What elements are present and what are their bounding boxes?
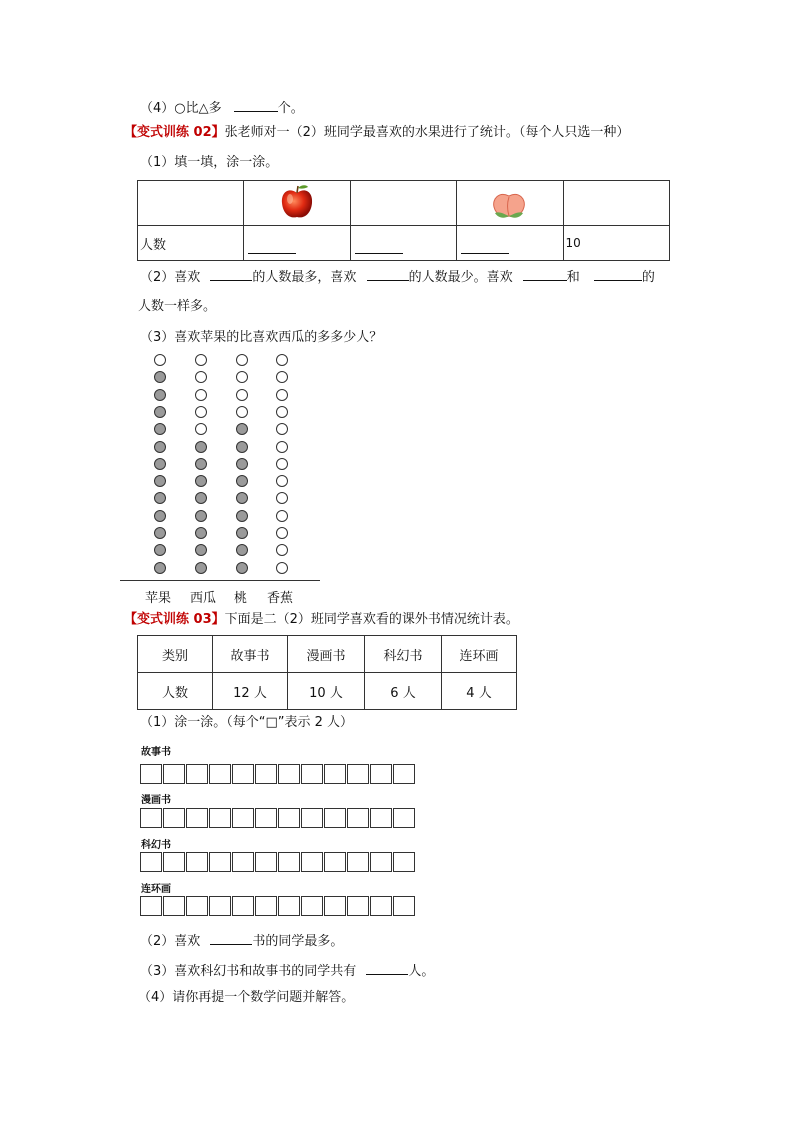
fill-box[interactable] [186, 808, 208, 828]
fill-box[interactable] [393, 896, 415, 916]
fill-box[interactable] [301, 808, 323, 828]
count-picturebook: 4 人 [442, 673, 517, 710]
fill-box[interactable] [301, 764, 323, 784]
fill-box[interactable] [393, 852, 415, 872]
count-comic: 10 人 [288, 673, 365, 710]
fill-box[interactable] [163, 808, 185, 828]
apple-icon [279, 183, 315, 221]
answer-blank-apple[interactable] [248, 241, 296, 254]
answer-blank[interactable] [210, 932, 252, 945]
fill-box[interactable] [347, 808, 369, 828]
fill-box[interactable] [186, 764, 208, 784]
apple-cell [244, 181, 350, 226]
answer-blank-peach[interactable] [461, 241, 509, 254]
header-category: 类别 [138, 636, 213, 673]
circle-apple[interactable] [154, 458, 166, 470]
ex02-q2-line2: 人数一样多。 [138, 299, 217, 314]
book-label-comic: 漫画书 [141, 795, 171, 806]
circle-apple[interactable] [154, 544, 166, 556]
fill-box[interactable] [370, 852, 392, 872]
ex03-q1: （1）涂一涂。（每个“□”表示 2 人） [140, 715, 354, 730]
circle-apple[interactable] [154, 475, 166, 487]
fill-box[interactable] [324, 896, 346, 916]
fill-box[interactable] [186, 896, 208, 916]
fill-box[interactable] [393, 764, 415, 784]
circle-apple[interactable] [154, 423, 166, 435]
circle-peach[interactable] [236, 389, 248, 401]
answer-blank[interactable] [594, 268, 642, 281]
circle-banana[interactable] [276, 475, 288, 487]
fruit-label-peach: 桃 [234, 591, 248, 606]
fill-box[interactable] [209, 852, 231, 872]
book-label-picturebook: 连环画 [141, 884, 171, 895]
fruit-label-banana: 香蕉 [267, 591, 294, 606]
fill-box[interactable] [186, 852, 208, 872]
circle-watermelon[interactable] [195, 510, 207, 522]
circle-watermelon[interactable] [195, 458, 207, 470]
peach-cell [457, 181, 563, 226]
fill-box[interactable] [347, 852, 369, 872]
circle-banana[interactable] [276, 423, 288, 435]
circle-peach[interactable] [236, 492, 248, 504]
book-table [137, 635, 517, 710]
answer-blank-watermelon[interactable] [355, 241, 403, 254]
ex02-q2: （2）喜欢 的人数最多，喜欢 的人数最少。喜欢 和 的 [140, 270, 655, 285]
circle-watermelon[interactable] [195, 389, 207, 401]
exercise-02-heading: 【变式训练 02】张老师对一（2）班同学最喜欢的水果进行了统计。（每个人只选一种） [124, 125, 630, 140]
fruit-circle-chart [120, 352, 320, 582]
circle-apple[interactable] [154, 354, 166, 366]
peach-icon [490, 189, 528, 219]
circle-banana[interactable] [276, 458, 288, 470]
circle-peach[interactable] [236, 510, 248, 522]
book-label-scifi: 科幻书 [141, 840, 171, 851]
fill-box[interactable] [232, 852, 254, 872]
fill-box[interactable] [163, 852, 185, 872]
fill-box[interactable] [140, 764, 162, 784]
fill-box[interactable] [232, 808, 254, 828]
circle-banana[interactable] [276, 389, 288, 401]
fill-box[interactable] [324, 808, 346, 828]
count-story: 12 人 [213, 673, 288, 710]
ex02-q1: （1）填一填，涂一涂。 [140, 155, 279, 170]
circle-banana[interactable] [276, 527, 288, 539]
circle-watermelon[interactable] [195, 406, 207, 418]
answer-blank[interactable] [210, 268, 252, 281]
circle-watermelon[interactable] [195, 354, 207, 366]
fill-box[interactable] [278, 764, 300, 784]
fill-box[interactable] [347, 896, 369, 916]
circle-watermelon[interactable] [195, 475, 207, 487]
fill-box[interactable] [370, 896, 392, 916]
circle-watermelon[interactable] [195, 527, 207, 539]
fruit-label-apple: 苹果 [145, 591, 172, 606]
fill-box[interactable] [140, 896, 162, 916]
circle-watermelon[interactable] [195, 544, 207, 556]
circle-banana[interactable] [276, 492, 288, 504]
fill-box[interactable] [255, 808, 277, 828]
book-label-story: 故事书 [141, 747, 171, 758]
fill-box[interactable] [232, 896, 254, 916]
circle-peach[interactable] [236, 562, 248, 574]
circle-apple[interactable] [154, 562, 166, 574]
circle-peach[interactable] [236, 475, 248, 487]
fill-box[interactable] [301, 852, 323, 872]
circle-banana[interactable] [276, 354, 288, 366]
circle-apple[interactable] [154, 389, 166, 401]
fill-box[interactable] [255, 764, 277, 784]
circle-peach[interactable] [236, 371, 248, 383]
fill-box[interactable] [163, 764, 185, 784]
ex03-q2: （2）喜欢 书的同学最多。 [140, 934, 344, 949]
fill-box[interactable] [324, 764, 346, 784]
fill-box[interactable] [347, 764, 369, 784]
circle-banana[interactable] [276, 406, 288, 418]
fruit-label-watermelon: 西瓜 [190, 591, 217, 606]
fill-box[interactable] [140, 852, 162, 872]
circle-watermelon[interactable] [195, 492, 207, 504]
circle-watermelon[interactable] [195, 423, 207, 435]
header-comic: 漫画书 [288, 636, 365, 673]
circle-peach[interactable] [236, 423, 248, 435]
fill-box[interactable] [209, 808, 231, 828]
circle-apple[interactable] [154, 371, 166, 383]
circle-watermelon[interactable] [195, 371, 207, 383]
circle-apple[interactable] [154, 527, 166, 539]
fill-box[interactable] [163, 896, 185, 916]
fill-box[interactable] [255, 896, 277, 916]
ex03-q3: （3）喜欢科幻书和故事书的同学共有 人。 [140, 964, 435, 979]
fill-box[interactable] [278, 808, 300, 828]
circle-banana[interactable] [276, 510, 288, 522]
fill-box[interactable] [278, 852, 300, 872]
circle-peach[interactable] [236, 406, 248, 418]
banana-count: 10 [563, 226, 669, 261]
fill-box[interactable] [370, 764, 392, 784]
answer-blank[interactable] [234, 99, 278, 112]
circle-peach[interactable] [236, 527, 248, 539]
circle-peach[interactable] [236, 458, 248, 470]
answer-blank[interactable] [367, 268, 409, 281]
ex03-q4: （4）请你再提一个数学问题并解答。 [138, 990, 355, 1005]
circle-apple[interactable] [154, 441, 166, 453]
circle-apple[interactable] [154, 510, 166, 522]
header-picturebook: 连环画 [442, 636, 517, 673]
exercise-03-heading: 【变式训练 03】下面是二（2）班同学喜欢看的课外书情况统计表。 [124, 612, 519, 627]
count-scifi: 6 人 [365, 673, 442, 710]
circle-banana[interactable] [276, 371, 288, 383]
fill-box[interactable] [370, 808, 392, 828]
fruit-table [137, 180, 670, 261]
fill-box[interactable] [278, 896, 300, 916]
circle-apple[interactable] [154, 492, 166, 504]
header-scifi: 科幻书 [365, 636, 442, 673]
row-label-count: 人数 [138, 226, 244, 261]
fill-box[interactable] [255, 852, 277, 872]
header-story: 故事书 [213, 636, 288, 673]
circle-watermelon[interactable] [195, 441, 207, 453]
circle-banana[interactable] [276, 562, 288, 574]
answer-blank[interactable] [523, 268, 567, 281]
fill-box[interactable] [393, 808, 415, 828]
fill-box[interactable] [209, 764, 231, 784]
circle-watermelon[interactable] [195, 562, 207, 574]
circle-apple[interactable] [154, 406, 166, 418]
fill-box[interactable] [209, 896, 231, 916]
fill-box[interactable] [232, 764, 254, 784]
ex02-q3: （3）喜欢苹果的比喜欢西瓜的多多少人？ [140, 330, 383, 345]
circle-peach[interactable] [236, 354, 248, 366]
fill-box[interactable] [140, 808, 162, 828]
row-label: 人数 [138, 673, 213, 710]
fill-box[interactable] [324, 852, 346, 872]
answer-blank[interactable] [366, 962, 408, 975]
chart-baseline [120, 580, 320, 581]
circle-peach[interactable] [236, 441, 248, 453]
circle-banana[interactable] [276, 441, 288, 453]
fill-box[interactable] [301, 896, 323, 916]
circle-peach[interactable] [236, 544, 248, 556]
circle-banana[interactable] [276, 544, 288, 556]
q4-line: （4）○比△多 个。 [140, 101, 304, 116]
